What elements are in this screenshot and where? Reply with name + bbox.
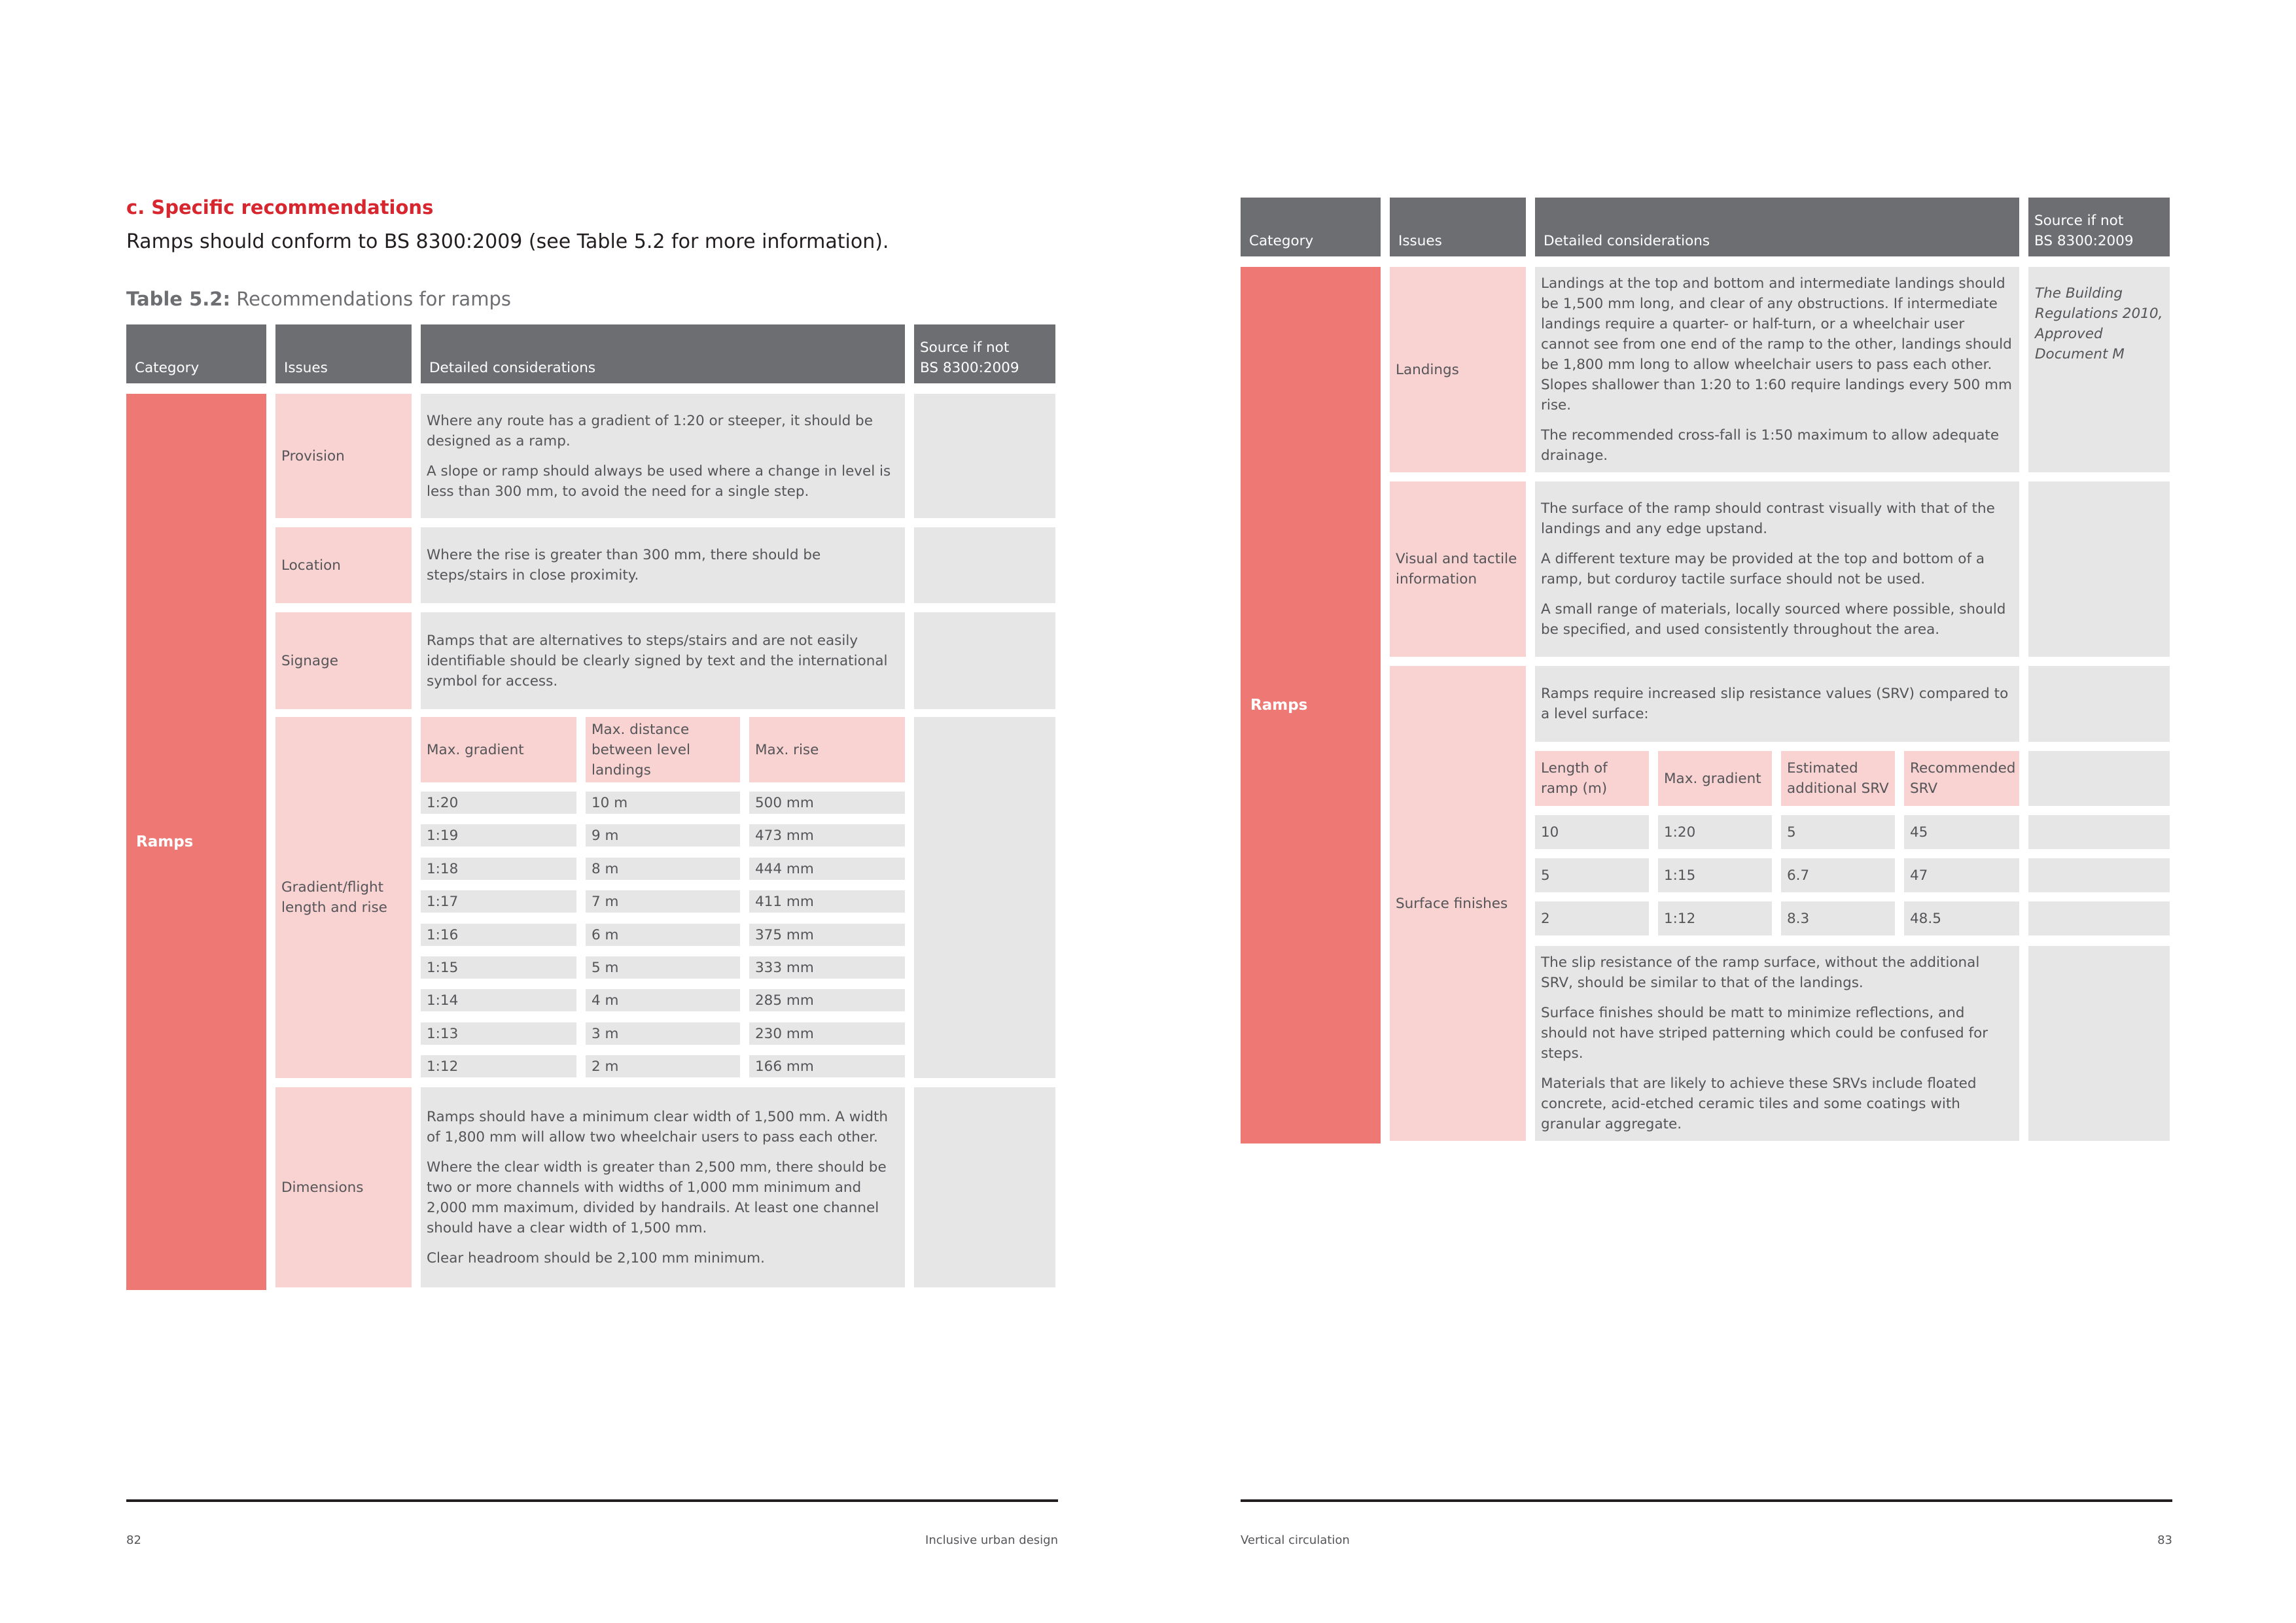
detail-landings — [1535, 267, 2019, 472]
issue-provision — [275, 394, 412, 518]
header-detailed — [421, 324, 905, 383]
source-provision — [914, 394, 1055, 518]
gradient-col-header-3 — [749, 717, 905, 782]
gradient-cell-max-gradient: 1:14 — [421, 989, 576, 1011]
issue-gradient — [275, 717, 412, 1078]
srv-col-header-2 — [1658, 751, 1772, 806]
footer-rule-right — [1241, 1499, 2172, 1502]
r-header-category — [1241, 198, 1381, 256]
gradient-cell-max-distance: 7 m — [586, 890, 740, 913]
srv-cell-recommended-srv: 48.5 — [1904, 901, 2019, 935]
header-source-line2: BS 8300:2009 — [920, 360, 1019, 376]
gradient-cell-max-gradient: 1:18 — [421, 858, 576, 880]
srv-cell-estimated-srv: 6.7 — [1781, 858, 1895, 892]
detail-signage — [421, 612, 905, 709]
footer-title-right: Vertical circulation — [1241, 1533, 1350, 1547]
srv-col-header-1-label: Length of ramp (m) — [1541, 760, 1608, 797]
srv-cell-max-gradient: 1:12 — [1658, 901, 1772, 935]
r-header-source — [2028, 198, 2170, 256]
detail-landings-p2: The recommended cross-fall is 1:50 maximum to allow adequate drainage. — [1541, 427, 2000, 464]
detail-visual-p3: A small range of materials, locally sourced where possible, should be specified, and used consistently throughout the area. — [1541, 601, 2006, 638]
detail-surface-notes — [1535, 946, 2019, 1141]
gradient-col-header-2-label: Max. distance between level landings — [592, 721, 690, 778]
issue-signage — [275, 612, 412, 709]
footer-page-number-right: 83 — [2157, 1533, 2172, 1547]
detail-dimensions-p3: Clear headroom should be 2,100 mm minimum. — [427, 1249, 765, 1266]
gradient-cell-max-rise: 444 mm — [749, 858, 905, 880]
gradient-cell-max-gradient: 1:19 — [421, 824, 576, 846]
gradient-cell-max-rise: 375 mm — [749, 924, 905, 946]
gradient-cell-max-distance: 8 m — [586, 858, 740, 880]
detail-visual-p2: A different texture may be provided at the top and bottom of a ramp, but corduroy tactile surface should not be used. — [1541, 551, 1985, 587]
source-srv-row — [2028, 901, 2170, 935]
detail-visual-p1: The surface of the ramp should contrast visually with that of the landings and any edge upstand. — [1541, 500, 1995, 537]
srv-cell-recommended-srv: 45 — [1904, 815, 2019, 849]
detail-surface-intro-text: Ramps require increased slip resistance values (SRV) compared to a level surface: — [1541, 686, 2009, 722]
srv-col-header-4 — [1904, 751, 2019, 806]
detail-surface-p3: Materials that are likely to achieve these SRVs include floated concrete, acid-etched ceramic tiles and some coatings with granular aggregate. — [1541, 1075, 1977, 1132]
gradient-cell-max-rise: 473 mm — [749, 824, 905, 846]
gradient-cell-max-gradient: 1:17 — [421, 890, 576, 913]
source-srv-row — [2028, 858, 2170, 892]
detail-surface-p1: The slip resistance of the ramp surface, without the additional SRV, should be similar to that of the landings. — [1541, 954, 1980, 991]
gradient-cell-max-distance: 2 m — [586, 1055, 740, 1077]
header-source — [914, 324, 1055, 383]
srv-col-header-3 — [1781, 751, 1895, 806]
source-surface-intro — [2028, 666, 2170, 742]
footer-title-left: Inclusive urban design — [925, 1533, 1058, 1547]
source-landings-text: The Building Regulations 2010, Approved Document M — [2035, 285, 2163, 362]
issue-dimensions — [275, 1087, 412, 1287]
detail-provision-p2: A slope or ramp should always be used where a change in level is less than 300 mm, to avoid the need for a single step. — [427, 462, 891, 500]
gradient-cell-max-rise: 411 mm — [749, 890, 905, 913]
issue-surface-finishes-label: Surface finishes — [1396, 895, 1508, 912]
srv-cell-length: 2 — [1535, 901, 1649, 935]
table-caption-text: Recommendations for ramps — [236, 288, 511, 310]
gradient-cell-max-distance: 4 m — [586, 989, 740, 1011]
issue-provision-label: Provision — [281, 447, 345, 464]
category-cell — [126, 394, 266, 1290]
srv-col-header-3-label: Estimated additional SRV — [1787, 760, 1889, 797]
r-header-detailed-label: Detailed considerations — [1544, 233, 1710, 249]
srv-col-header-2-label: Max. gradient — [1664, 770, 1761, 787]
source-dimensions — [914, 1087, 1055, 1287]
srv-cell-max-gradient: 1:15 — [1658, 858, 1772, 892]
section-title: c. Specific recommendations — [126, 196, 434, 218]
r-header-issues — [1390, 198, 1526, 256]
issue-dimensions-label: Dimensions — [281, 1179, 364, 1196]
srv-cell-recommended-srv: 47 — [1904, 858, 2019, 892]
source-landings — [2028, 267, 2170, 472]
detail-provision-p1: Where any route has a gradient of 1:20 or steeper, it should be designed as a ramp. — [427, 412, 873, 449]
srv-cell-estimated-srv: 5 — [1781, 815, 1895, 849]
detail-dimensions-p1: Ramps should have a minimum clear width of 1,500 mm. A width of 1,800 mm will allow two wheelchair users to pass each other. — [427, 1108, 889, 1145]
r-header-issues-label: Issues — [1398, 233, 1442, 249]
gradient-cell-max-distance: 9 m — [586, 824, 740, 846]
intro-text: Ramps should conform to BS 8300:2009 (see Table 5.2 for more information). — [126, 230, 889, 253]
footer-page-number-left: 82 — [126, 1533, 141, 1547]
gradient-cell-max-rise: 500 mm — [749, 792, 905, 814]
gradient-cell-max-gradient: 1:13 — [421, 1022, 576, 1045]
gradient-cell-max-distance: 6 m — [586, 924, 740, 946]
r-header-source-line2: BS 8300:2009 — [2034, 233, 2134, 249]
srv-cell-max-gradient: 1:20 — [1658, 815, 1772, 849]
issue-signage-label: Signage — [281, 652, 338, 669]
gradient-cell-max-gradient: 1:12 — [421, 1055, 576, 1077]
category-label: Ramps — [136, 833, 194, 850]
issue-surface-finishes — [1390, 666, 1526, 1141]
detail-visual-tactile — [1535, 481, 2019, 657]
gradient-col-header-3-label: Max. rise — [755, 741, 819, 758]
gradient-cell-max-distance: 10 m — [586, 792, 740, 814]
source-srv-row — [2028, 815, 2170, 849]
detail-surface-intro — [1535, 666, 2019, 742]
gradient-cell-max-gradient: 1:16 — [421, 924, 576, 946]
source-surface-notes — [2028, 946, 2170, 1141]
table-caption — [126, 288, 511, 310]
gradient-cell-max-rise: 166 mm — [749, 1055, 905, 1077]
srv-col-header-4-label: Recommended SRV — [1910, 760, 2016, 797]
detail-signage-p1: Ramps that are alternatives to steps/stairs and are not easily identifiable should be clearly signed by text and the international symbol for access. — [427, 632, 888, 689]
gradient-cell-max-rise: 230 mm — [749, 1022, 905, 1045]
r-header-category-label: Category — [1249, 233, 1314, 249]
header-category-label: Category — [135, 360, 200, 376]
r-category-cell — [1241, 267, 1381, 1143]
source-gradient — [914, 717, 1055, 1078]
detail-dimensions-p2: Where the clear width is greater than 2,500 mm, there should be two or more channels with widths of 1,000 mm minimum and 2,000 mm maximum, divided by handrails. At least one channel should have a clear width of 1,500 mm. — [427, 1159, 887, 1236]
gradient-cell-max-gradient: 1:20 — [421, 792, 576, 814]
r-category-label: Ramps — [1250, 697, 1308, 714]
gradient-col-header-1 — [421, 717, 576, 782]
source-signage — [914, 612, 1055, 709]
srv-cell-estimated-srv: 8.3 — [1781, 901, 1895, 935]
srv-cell-length: 10 — [1535, 815, 1649, 849]
issue-location — [275, 527, 412, 603]
issue-gradient-label: Gradient/flight length and rise — [281, 879, 387, 916]
detail-dimensions — [421, 1087, 905, 1287]
header-issues-label: Issues — [284, 360, 328, 376]
source-visual-tactile — [2028, 481, 2170, 657]
gradient-cell-max-distance: 5 m — [586, 956, 740, 979]
gradient-col-header-1-label: Max. gradient — [427, 741, 524, 758]
srv-col-header-1 — [1535, 751, 1649, 806]
gradient-cell-max-distance: 3 m — [586, 1022, 740, 1045]
gradient-cell-max-rise: 285 mm — [749, 989, 905, 1011]
header-issues — [275, 324, 412, 383]
r-header-source-line1: Source if not — [2034, 213, 2124, 229]
header-category — [126, 324, 266, 383]
source-srv-header — [2028, 751, 2170, 806]
header-detailed-label: Detailed considerations — [429, 360, 596, 376]
gradient-cell-max-gradient: 1:15 — [421, 956, 576, 979]
issue-location-label: Location — [281, 557, 341, 574]
issue-visual-tactile — [1390, 481, 1526, 657]
detail-provision — [421, 394, 905, 518]
r-header-detailed — [1535, 198, 2019, 256]
detail-landings-p1: Landings at the top and bottom and intermediate landings should be 1,500 mm long, and clear of any obstructions. If intermediate landings require a quarter- or half-turn, or a wheelchair user cannot see from one end of the ramp to the other, landings should be 1,800 mm long to allow wheelchair users to pass each other. Slopes shallower than 1:20 to 1:60 require landings every 500 mm rise. — [1541, 275, 2012, 413]
source-location — [914, 527, 1055, 603]
detail-location — [421, 527, 905, 603]
detail-location-p1: Where the rise is greater than 300 mm, there should be steps/stairs in close proximity. — [427, 547, 821, 584]
gradient-cell-max-rise: 333 mm — [749, 956, 905, 979]
issue-visual-tactile-label: Visual and tactile information — [1396, 551, 1517, 587]
gradient-col-header-2 — [586, 717, 740, 782]
table-label: Table 5.2: — [126, 288, 231, 310]
footer-rule-left — [126, 1499, 1058, 1502]
detail-surface-p2: Surface finishes should be matt to minimize reflections, and should not have striped patterning which could be confused for steps. — [1541, 1005, 1988, 1062]
header-source-line1: Source if not — [920, 340, 1010, 356]
srv-cell-length: 5 — [1535, 858, 1649, 892]
issue-landings — [1390, 267, 1526, 472]
issue-landings-label: Landings — [1396, 361, 1459, 378]
